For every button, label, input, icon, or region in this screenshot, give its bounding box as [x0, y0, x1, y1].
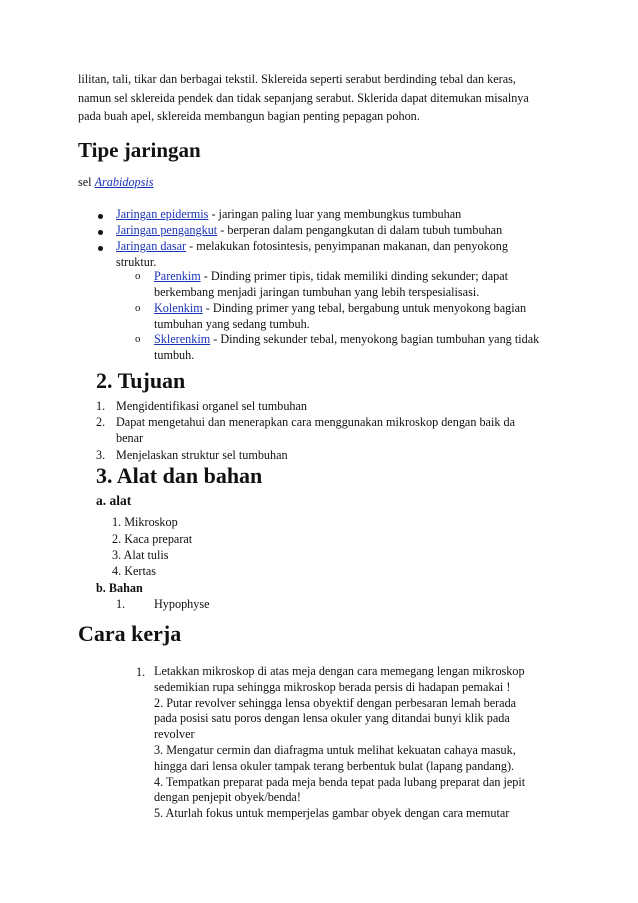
tujuan-item: Mengidentifikasi organel sel tumbuhan: [116, 399, 308, 413]
bullet-icon: [98, 230, 103, 235]
bullet-icon: [98, 246, 103, 251]
tujuan-number: 3.: [96, 448, 106, 462]
sub-list-item: [154, 268, 508, 300]
tujuan-heading: 2. Tujuan: [96, 368, 186, 393]
alat-item: 1. Mikroskop: [112, 515, 178, 529]
kolenkim-link[interactable]: Kolenkim: [154, 301, 203, 315]
sub-list-item-text: - Dinding sekunder tebal, menyokong bagian tumbuhan yang tidak: [210, 332, 540, 346]
sklerenkim-link[interactable]: Sklerenkim: [154, 332, 211, 346]
sub-list-item: [154, 300, 526, 332]
bahan-number: 1.: [116, 597, 126, 611]
tujuan-item-continuation: benar: [116, 431, 144, 445]
cara-line: pada posisi satu poros dengan lensa okuler yang ditandai bunyi klik pada: [154, 711, 510, 726]
list-item-text: - jaringan paling luar yang membungkus tumbuhan: [208, 207, 462, 221]
sel-line: [78, 174, 154, 190]
jaringan-epidermis-link[interactable]: Jaringan epidermis: [116, 207, 209, 221]
cara-line: hingga dari lensa okuler tampak terang berbentuk bulat (lapang pandang).: [154, 758, 515, 773]
cara-line: revolver: [154, 727, 195, 742]
list-item: [116, 206, 461, 222]
cara-line: 2. Putar revolver sehingga lensa obyektif dengan perbesaran lemah berada: [154, 695, 517, 710]
alat-subheading: a. alat: [96, 493, 132, 508]
alat-item: 3. Alat tulis: [112, 548, 169, 562]
jaringan-pengangkut-link[interactable]: Jaringan pengangkut: [116, 223, 218, 237]
cara-steps: [154, 664, 525, 822]
intro-paragraph: [78, 70, 578, 126]
cara-line: 4. Tempatkan preparat pada meja benda tepat pada lubang preparat dan jepit: [154, 774, 526, 789]
intro-line: pada buah apel, sklereida membangun bagian penting pepagan pohon.: [78, 109, 420, 123]
cara-line: dengan penjepit obyek/benda!: [154, 790, 301, 805]
parenkim-link[interactable]: Parenkim: [154, 269, 201, 283]
circle-bullet-icon: o: [135, 302, 141, 314]
circle-bullet-icon: o: [135, 270, 141, 282]
tujuan-item: Dapat mengetahui dan menerapkan cara menggunakan mikroskop dengan baik da: [116, 415, 515, 429]
jaringan-dasar-link[interactable]: Jaringan dasar: [116, 239, 187, 253]
intro-line: lilitan, tali, tikar dan berbagai tekstil. Sklereida seperti serabut berdinding tebal dan keras,: [78, 72, 516, 86]
arabidopsis-link[interactable]: Arabidopsis: [94, 175, 154, 189]
list-item-text: - melakukan fotosintesis, penyimpanan makanan, dan penyokong: [186, 239, 508, 253]
tujuan-number: 2.: [96, 415, 106, 429]
bullet-icon: [98, 214, 103, 219]
alat-heading: 3. Alat dan bahan: [96, 463, 263, 488]
tujuan-number: 1.: [96, 399, 106, 413]
list-item: [116, 222, 502, 238]
sel-prefix: sel: [78, 175, 95, 189]
bahan-subheading: b. Bahan: [96, 581, 143, 595]
list-item-continuation: struktur.: [116, 255, 157, 269]
sub-list-item-continuation: berkembang menjadi jaringan tumbuhan yang lebih terspesialisasi.: [154, 285, 480, 299]
sub-list-item-continuation: tumbuhan yang sedang tumbuh.: [154, 317, 310, 331]
cara-line: 5. Aturlah fokus untuk memperjelas gambar obyek dengan cara memutar: [154, 806, 510, 821]
sub-list-item-text: - Dinding primer yang tebal, bergabung untuk menyokong bagian: [202, 301, 527, 315]
intro-line: namun sel sklereida pendek dan tidak sepanjang serabut. Sklerida dapat ditemukan misalnya: [78, 90, 529, 105]
sub-list-item: [154, 331, 539, 363]
cara-kerja-heading: Cara kerja: [78, 621, 182, 646]
cara-line: Letakkan mikroskop di atas meja dengan cara memegang lengan mikroskop: [154, 664, 525, 678]
cara-number: 1.: [136, 665, 146, 679]
cara-line: 3. Mengatur cermin dan diafragma untuk melihat kekuatan cahaya masuk,: [154, 742, 516, 757]
tujuan-item: Menjelaskan struktur sel tumbuhan: [116, 448, 288, 462]
sub-list-item-text: - Dinding primer tipis, tidak memiliki dinding sekunder; dapat: [200, 269, 509, 283]
sub-list-item-continuation: tumbuh.: [154, 348, 195, 362]
cara-line: sedemikian rupa sehingga mikroskop berada persis di hadapan pemakai !: [154, 679, 511, 694]
list-item: [116, 238, 508, 270]
bahan-item: Hypophyse: [154, 597, 210, 611]
alat-item: 4. Kertas: [112, 564, 156, 578]
tipe-jaringan-heading: Tipe jaringan: [78, 138, 201, 162]
alat-item: 2. Kaca preparat: [112, 532, 193, 546]
list-item-text: - berperan dalam pengangkutan di dalam tubuh tumbuhan: [217, 223, 503, 237]
circle-bullet-icon: o: [135, 333, 141, 345]
